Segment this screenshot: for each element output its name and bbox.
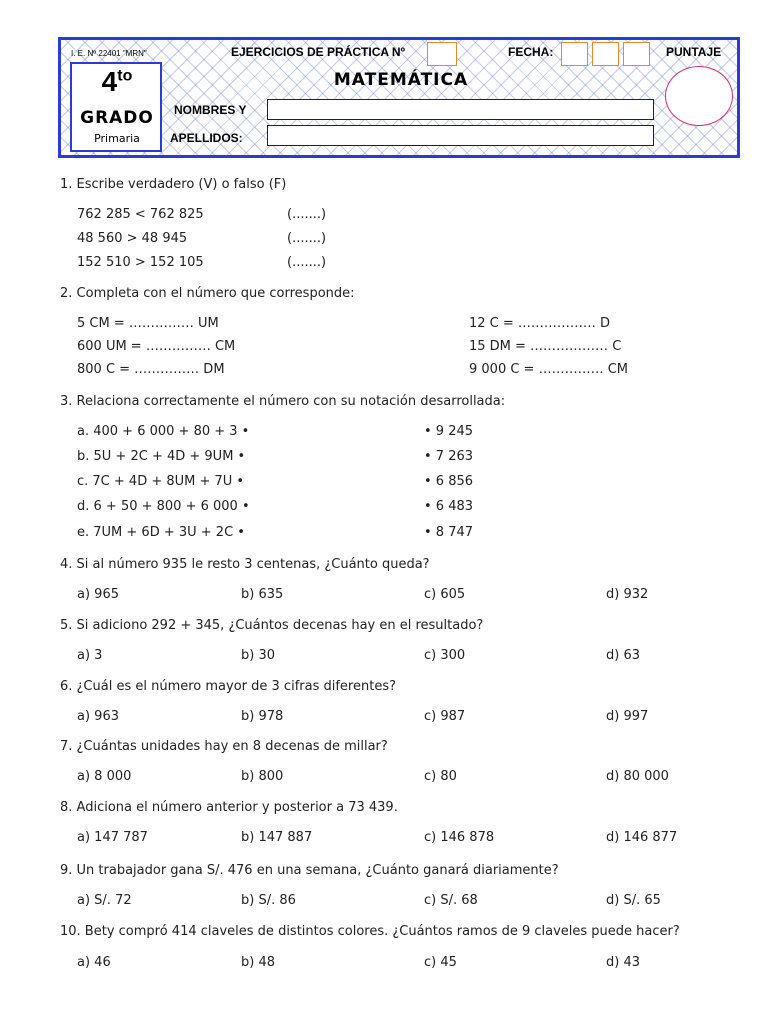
names-field[interactable] xyxy=(267,99,654,120)
surnames-label: APELLIDOS: xyxy=(170,131,243,145)
option-d[interactable]: d) 43 xyxy=(606,955,640,970)
q2-item[interactable]: 5 CM = …………… UM xyxy=(77,316,219,331)
worksheet-header xyxy=(58,37,740,158)
q3-left-item[interactable]: c. 7C + 4D + 8UM + 7U • xyxy=(77,474,245,489)
grade-number: $4^{to}$ xyxy=(101,66,133,97)
q3-left-item[interactable]: e. 7UM + 6D + 3U + 2C • xyxy=(77,525,245,540)
q1-answer-blank[interactable]: (.......) xyxy=(287,255,327,270)
option-b[interactable]: b) S/. 86 xyxy=(241,893,296,908)
question-8-title: 8. Adiciona el número anterior y posterior a 73 439. xyxy=(60,800,398,815)
q1-answer-blank[interactable]: (.......) xyxy=(287,207,327,222)
option-a[interactable]: a) 147 787 xyxy=(77,830,148,845)
q3-left-item[interactable]: b. 5U + 2C + 4D + 9UM • xyxy=(77,449,246,464)
q3-right-item[interactable]: • 6 856 xyxy=(424,474,474,489)
option-a[interactable]: a) 963 xyxy=(77,709,119,724)
option-a[interactable]: a) S/. 72 xyxy=(77,893,132,908)
q3-right-item[interactable]: • 6 483 xyxy=(424,499,474,514)
option-c[interactable]: c) 80 xyxy=(424,769,457,784)
q2-item[interactable]: 9 000 C = …………… CM xyxy=(469,362,629,377)
question-5-title: 5. Si adiciono 292 + 345, ¿Cuántos decenas hay en el resultado? xyxy=(60,618,484,633)
option-d[interactable]: d) 997 xyxy=(606,709,649,724)
q2-item[interactable]: 12 C = ……………… D xyxy=(469,316,611,331)
school-name: I. E. Nº 22401 "MRN" xyxy=(71,49,147,58)
date-year-field[interactable] xyxy=(623,42,650,66)
q1-statement: 48 560 > 48 945 xyxy=(77,231,188,246)
option-d[interactable]: d) 80 000 xyxy=(606,769,669,784)
exercises-label: EJERCICIOS DE PRÁCTICA Nº xyxy=(231,45,405,59)
option-a[interactable]: a) 8 000 xyxy=(77,769,132,784)
question-2-title: 2. Completa con el número que corresponde: xyxy=(60,286,355,301)
option-b[interactable]: b) 800 xyxy=(241,769,284,784)
score-oval-field[interactable] xyxy=(665,66,733,126)
option-a[interactable]: a) 965 xyxy=(77,587,119,602)
option-c[interactable]: c) 146 878 xyxy=(424,830,495,845)
option-b[interactable]: b) 48 xyxy=(241,955,275,970)
option-a[interactable]: a) 3 xyxy=(77,648,103,663)
q3-left-item[interactable]: d. 6 + 50 + 800 + 6 000 • xyxy=(77,499,250,514)
q3-right-item[interactable]: • 8 747 xyxy=(424,525,474,540)
q1-statement: 762 285 < 762 825 xyxy=(77,207,204,222)
question-7-title: 7. ¿Cuántas unidades hay en 8 decenas de millar? xyxy=(60,739,388,754)
question-4-title: 4. Si al número 935 le resto 3 centenas, ¿Cuánto queda? xyxy=(60,557,430,572)
q1-answer-blank[interactable]: (.......) xyxy=(287,231,327,246)
option-b[interactable]: b) 147 887 xyxy=(241,830,313,845)
q2-item[interactable]: 15 DM = ……………… C xyxy=(469,339,622,354)
grade-box xyxy=(70,62,162,152)
question-1-title: 1. Escribe verdadero (V) o falso (F) xyxy=(60,177,287,192)
option-c[interactable]: c) 987 xyxy=(424,709,466,724)
question-6-title: 6. ¿Cuál es el número mayor de 3 cifras diferentes? xyxy=(60,679,396,694)
question-10-title: 10. Bety compró 414 claveles de distintos colores. ¿Cuántos ramos de 9 claveles puede hacer? xyxy=(60,924,680,939)
question-9-title: 9. Un trabajador gana S/. 476 en una semana, ¿Cuánto ganará diariamente? xyxy=(60,863,559,878)
option-c[interactable]: c) 300 xyxy=(424,648,466,663)
q1-statement: 152 510 > 152 105 xyxy=(77,255,204,270)
date-month-field[interactable] xyxy=(592,42,619,66)
exercise-number-field[interactable] xyxy=(427,42,457,66)
option-c[interactable]: c) 45 xyxy=(424,955,457,970)
q3-left-item[interactable]: a. 400 + 6 000 + 80 + 3 • xyxy=(77,424,250,439)
score-label: PUNTAJE xyxy=(666,45,722,59)
q3-right-item[interactable]: • 7 263 xyxy=(424,449,474,464)
grade-level: Primaria xyxy=(94,132,140,145)
surnames-field[interactable] xyxy=(267,125,654,146)
grade-word: GRADO xyxy=(80,108,154,128)
date-label: FECHA: xyxy=(508,45,554,59)
option-c[interactable]: c) S/. 68 xyxy=(424,893,478,908)
option-b[interactable]: b) 978 xyxy=(241,709,284,724)
q2-item[interactable]: 800 C = …………… DM xyxy=(77,362,225,377)
names-label: NOMBRES Y xyxy=(174,103,247,117)
option-b[interactable]: b) 30 xyxy=(241,648,275,663)
q2-item[interactable]: 600 UM = …………… CM xyxy=(77,339,236,354)
q3-right-item[interactable]: • 9 245 xyxy=(424,424,474,439)
option-d[interactable]: d) 63 xyxy=(606,648,640,663)
option-a[interactable]: a) 46 xyxy=(77,955,111,970)
option-b[interactable]: b) 635 xyxy=(241,587,284,602)
date-day-field[interactable] xyxy=(561,42,588,66)
subject-title: MATEMÁTICA xyxy=(333,70,469,90)
question-3-title: 3. Relaciona correctamente el número con su notación desarrollada: xyxy=(60,394,506,409)
grade-suffix: to xyxy=(117,67,133,85)
option-d[interactable]: d) 932 xyxy=(606,587,649,602)
option-d[interactable]: d) S/. 65 xyxy=(606,893,661,908)
option-c[interactable]: c) 605 xyxy=(424,587,466,602)
option-d[interactable]: d) 146 877 xyxy=(606,830,678,845)
